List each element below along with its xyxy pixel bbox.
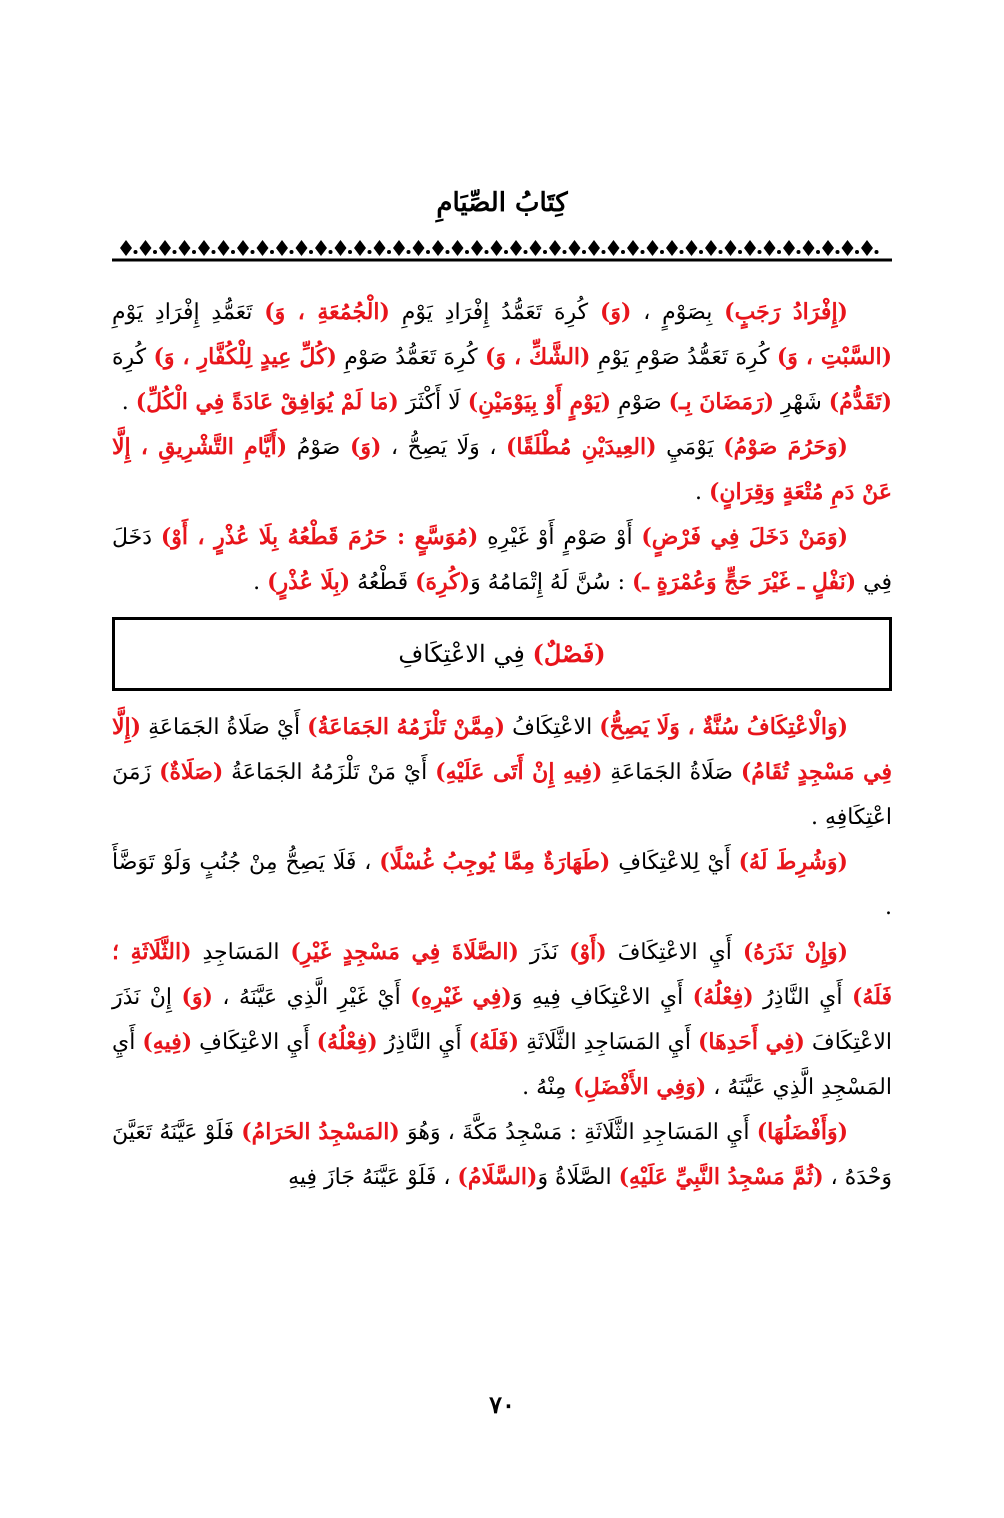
ornament-dot <box>855 250 859 254</box>
matn-text: (وَ) <box>181 984 213 1010</box>
sharh-text: الصَّلَاةُ وَ <box>537 1165 619 1190</box>
matn-text: (وَفِي الأَفْضَلِ) <box>573 1074 707 1100</box>
paragraphs-top <box>112 290 892 605</box>
ornament-dot <box>368 250 372 254</box>
ornament-motif <box>140 240 152 256</box>
ornament-motif <box>471 240 483 256</box>
sharh-text: المَسَاجِدِ <box>191 940 291 965</box>
ornament-motif <box>647 240 659 256</box>
page-number: ٧٠ <box>489 1390 515 1419</box>
sharh-text: أَيِ الاعْتِكَافِ <box>192 1030 317 1055</box>
ornament-motif <box>198 240 210 256</box>
matn-text: (وَأَفْضَلُهَا) <box>756 1119 848 1145</box>
sharh-text: زَمَنَ اعْتِكَافِهِ . <box>112 760 892 830</box>
ornament-motif <box>452 240 464 256</box>
sharh-text: نَذَرَ <box>518 940 570 965</box>
ornament-dot <box>582 250 586 254</box>
sharh-text: كُرِهَ تَعَمُّدُ صَوْمِ يَوْمِ <box>590 345 777 370</box>
matn-text: (إِلَّا فِي مَسْجِدٍ تُقَامُ) <box>112 714 892 785</box>
sharh-text: الاعْتِكَافُ <box>505 715 600 740</box>
ornament-motif <box>549 240 561 256</box>
ornament-motif <box>822 240 834 256</box>
matn-text: (فِعْلُهُ) <box>316 1029 378 1055</box>
sharh-text: كُرِهَ تَعَمُّدُ إِفْرَادِ يَوْمِ <box>389 300 600 325</box>
ornament-dot <box>251 250 255 254</box>
ornament-dot <box>329 250 333 254</box>
matn-text: (أَيَّامِ التَّشْرِيقِ ، إِلَّا عَنْ دَمِ مُتْعَةٍ وَقِرَانٍ) <box>112 434 892 505</box>
ornament-motif <box>588 240 600 256</box>
sharh-text: أَيْ لِلاعْتِكَافِ <box>610 850 739 875</box>
ornament-motif <box>296 240 308 256</box>
ornament-motif <box>861 240 873 256</box>
ornament-motif <box>725 240 737 256</box>
ornament-dot <box>465 250 469 254</box>
ornament-dot <box>641 250 645 254</box>
sharh-text: ، فَلَوْ عَيَّنَهُ جَازَ فِيهِ <box>288 1165 458 1190</box>
ornament-motif <box>393 240 405 256</box>
matn-text: (فِيهِ إِنْ أَتَى عَلَيْهِ) <box>435 759 603 785</box>
matn-text: (طَهَارَةٌ مِمَّا يُوجِبُ غُسْلًا) <box>379 849 611 875</box>
ornament-motif <box>257 240 269 256</box>
section-heading-text: فِي الاعْتِكَافِ <box>398 640 533 668</box>
matn-text: (رَمَضَانَ بِـ) <box>668 389 775 415</box>
sharh-text: شَهْرِ <box>774 390 829 415</box>
ornament-motif <box>803 240 815 256</box>
matn-text: (وَ) <box>599 299 632 325</box>
ornamental-border-icon <box>112 236 892 264</box>
paragraph <box>112 840 892 930</box>
ornament-dot <box>777 250 781 254</box>
page-body <box>112 290 892 1200</box>
section-heading-box <box>112 617 892 691</box>
ornament-motif <box>686 240 698 256</box>
sharh-text: يَوْمَيِ <box>656 435 724 460</box>
ornament-motif <box>627 240 639 256</box>
matn-text: (الشَّكِّ ، وَ) <box>484 344 591 370</box>
ornament-dot <box>504 250 508 254</box>
sharh-text: كُرِهَ <box>112 345 154 370</box>
ornament-motif <box>764 240 776 256</box>
paragraph <box>112 930 892 1110</box>
ornament-dot <box>719 250 723 254</box>
ornament-dot <box>153 250 157 254</box>
matn-text: (وَمَنْ دَخَلَ فِي فَرْضٍ) <box>641 524 849 550</box>
ornament-dot <box>699 250 703 254</box>
sharh-text: ، فَلَا يَصِحُّ مِنْ جُنُبٍ وَلَوْ تَوَضَّأَ . <box>112 850 892 920</box>
ornament-dot <box>134 250 138 254</box>
sharh-text: فَلَوْ عَيَّنَهُ تَعَيَّنَ وَحْدَهُ ، <box>112 1120 892 1190</box>
sharh-text: ، وَلَا يَصِحُّ ، <box>381 435 507 460</box>
matn-text: (فِي غَيْرِهِ) <box>410 984 512 1010</box>
matn-text: (فَلَهُ) <box>468 1029 520 1055</box>
matn-text: (مَا لَمْ يُوَافِقْ عَادَةً فِي الْكُلِّ) <box>135 389 399 415</box>
ornament-dot <box>797 250 801 254</box>
sharh-text: إِنْ نَذَرَ الاعْتِكَافَ <box>112 985 892 1055</box>
ornament-motif <box>315 240 327 256</box>
ornament-motif <box>783 240 795 256</box>
ornament-dot <box>543 250 547 254</box>
matn-text: (وَإِنْ نَذَرَهُ) <box>742 939 848 965</box>
matn-text: (فِي أَحَدِهَا) <box>697 1029 805 1055</box>
sharh-text: قَطْعُهُ <box>350 570 416 595</box>
ornament-motif <box>842 240 854 256</box>
ornament-dot <box>738 250 742 254</box>
matn-text: (وَحَرُمَ صَوْمُ) <box>723 434 848 460</box>
ornament-dot <box>212 250 216 254</box>
matn-text: (يَوْمٍ أَوْ بِيَوْمَيْنِ) <box>467 389 611 415</box>
sharh-text: صَوْمُ <box>287 435 350 460</box>
ornament-dot <box>621 250 625 254</box>
matn-text: (مُوَسَّعٍ : حَرُمَ قَطْعُهُ بِلَا عُذْرٍ ، أَوْ) <box>160 524 479 550</box>
ornament-motif <box>666 240 678 256</box>
matn-text: (المَسْجِدُ الحَرَامُ) <box>241 1119 400 1145</box>
matn-text: (العِيدَيْنِ مُطْلَقًا) <box>506 434 657 460</box>
paragraph <box>112 290 892 425</box>
sharh-text: أَيِ المَسَاجِدِ الثَّلَاثَةِ : مَسْجِدُ مَكَّةَ ، وَهُوَ <box>399 1120 757 1145</box>
matn-text: (كُلِّ عِيدٍ لِلْكُفَّارِ ، وَ) <box>153 344 337 370</box>
matn-text: (فِعْلُهُ) <box>692 984 754 1010</box>
sharh-text: أَيِ الاعْتِكَافَ <box>606 940 743 965</box>
sharh-text: أَيْ صَلَاةُ الجَمَاعَةِ <box>141 715 308 740</box>
chapter-title: كِتَابُ الصِّيَامِ <box>436 188 568 218</box>
ornament-motif <box>237 240 249 256</box>
ornament-motif <box>354 240 366 256</box>
matn-text: (وَ) <box>349 434 382 460</box>
ornament-dot <box>192 250 196 254</box>
sharh-text: كُرِهَ تَعَمُّدُ صَوْمِ <box>336 345 485 370</box>
ornament-dot <box>426 250 430 254</box>
ornament-motif <box>569 240 581 256</box>
sharh-text: بِصَوْمٍ ، <box>631 300 725 325</box>
ornament-motif <box>276 240 288 256</box>
sharh-text: أَيِ المَسْجِدِ الَّذِي عَيَّنَهُ ، <box>112 1030 892 1100</box>
ornament-dot <box>524 250 528 254</box>
ornament-dot <box>602 250 606 254</box>
sharh-text: . <box>121 390 136 415</box>
sharh-text: أَيِ النَّاذِرُ <box>753 985 852 1010</box>
paragraph <box>112 705 892 840</box>
ornament-dot <box>290 250 294 254</box>
ornament-dot <box>836 250 840 254</box>
ornament-dot <box>875 250 879 254</box>
ornament-dot <box>309 250 313 254</box>
ornament-motif <box>705 240 717 256</box>
paragraph <box>112 1110 892 1200</box>
ornament-dot <box>348 250 352 254</box>
matn-text: (تَقَدُّمُ) <box>828 389 892 415</box>
matn-text: (صَلَاةٌ) <box>159 759 224 785</box>
sharh-text: أَيْ مَنْ تَلْزَمُهُ الجَمَاعَةُ <box>223 760 436 785</box>
ornament-motif <box>744 240 756 256</box>
matn-text: (فِيهِ) <box>142 1029 193 1055</box>
ornament-dot <box>680 250 684 254</box>
ornament-dot <box>407 250 411 254</box>
paragraphs-bottom <box>112 705 892 1200</box>
sharh-text: أَوْ صَوْمٍ أَوْ غَيْرِهِ <box>478 525 642 550</box>
matn-text: (أَوْ) <box>569 939 607 965</box>
ornament-motif <box>608 240 620 256</box>
ornament-motif <box>510 240 522 256</box>
ornament-dot <box>173 250 177 254</box>
matn-text: (إِفْرَادُ رَجَبٍ) <box>724 299 848 325</box>
ornament-motif <box>530 240 542 256</box>
ornament-dot <box>660 250 664 254</box>
sharh-text: . <box>253 570 268 595</box>
matn-text: (نَفْلٍ ـ غَيْرَ حَجٍّ وَعُمْرَةٍ ـ) <box>632 569 857 595</box>
ornament-motif <box>218 240 230 256</box>
matn-text: (الثَّلَاثَةِ ؛ فَلَهُ) <box>112 939 892 1010</box>
matn-text: (السَّبْتِ ، وَ) <box>776 344 893 370</box>
sharh-text: أَيِ النَّاذِرُ <box>377 1030 469 1055</box>
sharh-text: أَيْ غَيْرِ الَّذِي عَيَّنَهُ ، <box>212 985 411 1010</box>
sharh-text: دَخَلَ فِي <box>112 525 892 595</box>
paragraph <box>112 515 892 605</box>
ornament-motif <box>120 240 132 256</box>
ornament-dot <box>446 250 450 254</box>
ornament-motif <box>432 240 444 256</box>
matn-text: (الْجُمُعَةِ ، وَ) <box>264 299 390 325</box>
sharh-text: . <box>694 480 709 505</box>
ornament-motif <box>335 240 347 256</box>
sharh-text: تَعَمُّدِ إِفْرَادِ يَوْمِ <box>112 300 265 325</box>
ornament-motif <box>413 240 425 256</box>
ornament-motif <box>179 240 191 256</box>
ornament-dot <box>231 250 235 254</box>
section-heading-label: (فَصْلٌ) <box>532 639 606 668</box>
matn-text: (ثُمَّ مَسْجِدُ النَّبِيِّ عَلَيْهِ) <box>618 1164 824 1190</box>
paragraph <box>112 425 892 515</box>
ornament-motif <box>159 240 171 256</box>
ornament-dot <box>758 250 762 254</box>
ornament-motif <box>491 240 503 256</box>
matn-text: (مِمَّنْ تَلْزَمُهُ الجَمَاعَةُ) <box>307 714 506 740</box>
matn-text: (وَالْاعْتِكَافُ سُنَّةٌ ، وَلَا يَصِحُّ) <box>599 714 849 740</box>
matn-text: (السَّلَامُ) <box>457 1164 538 1190</box>
sharh-text: أَيِ الاعْتِكَافِ فِيهِ وَ <box>511 985 693 1010</box>
sharh-text: أَيِ المَسَاجِدِ الثَّلَاثَةِ <box>519 1030 698 1055</box>
sharh-text: صَلَاةُ الجَمَاعَةِ <box>602 760 741 785</box>
sharh-text: صَوْمِ <box>610 390 669 415</box>
ornament-dot <box>270 250 274 254</box>
ornament-dot <box>387 250 391 254</box>
sharh-text: لَا أَكْثَرَ <box>398 390 468 415</box>
ornament-dot <box>563 250 567 254</box>
matn-text: (وَشُرِطَ لَهُ) <box>738 849 848 875</box>
ornament-dot <box>485 250 489 254</box>
ornament-motif <box>374 240 386 256</box>
matn-text: (الصَّلَاةَ فِي مَسْجِدٍ غَيْرِ) <box>290 939 519 965</box>
matn-text: (بِلَا عُذْرٍ) <box>267 569 351 595</box>
sharh-text: : سُنَّ لَهُ إِتْمَامُهُ وَ <box>470 570 632 595</box>
sharh-text: مِنْهُ . <box>522 1075 574 1100</box>
ornament-dot <box>816 250 820 254</box>
matn-text: (كُرِهَ) <box>415 569 471 595</box>
